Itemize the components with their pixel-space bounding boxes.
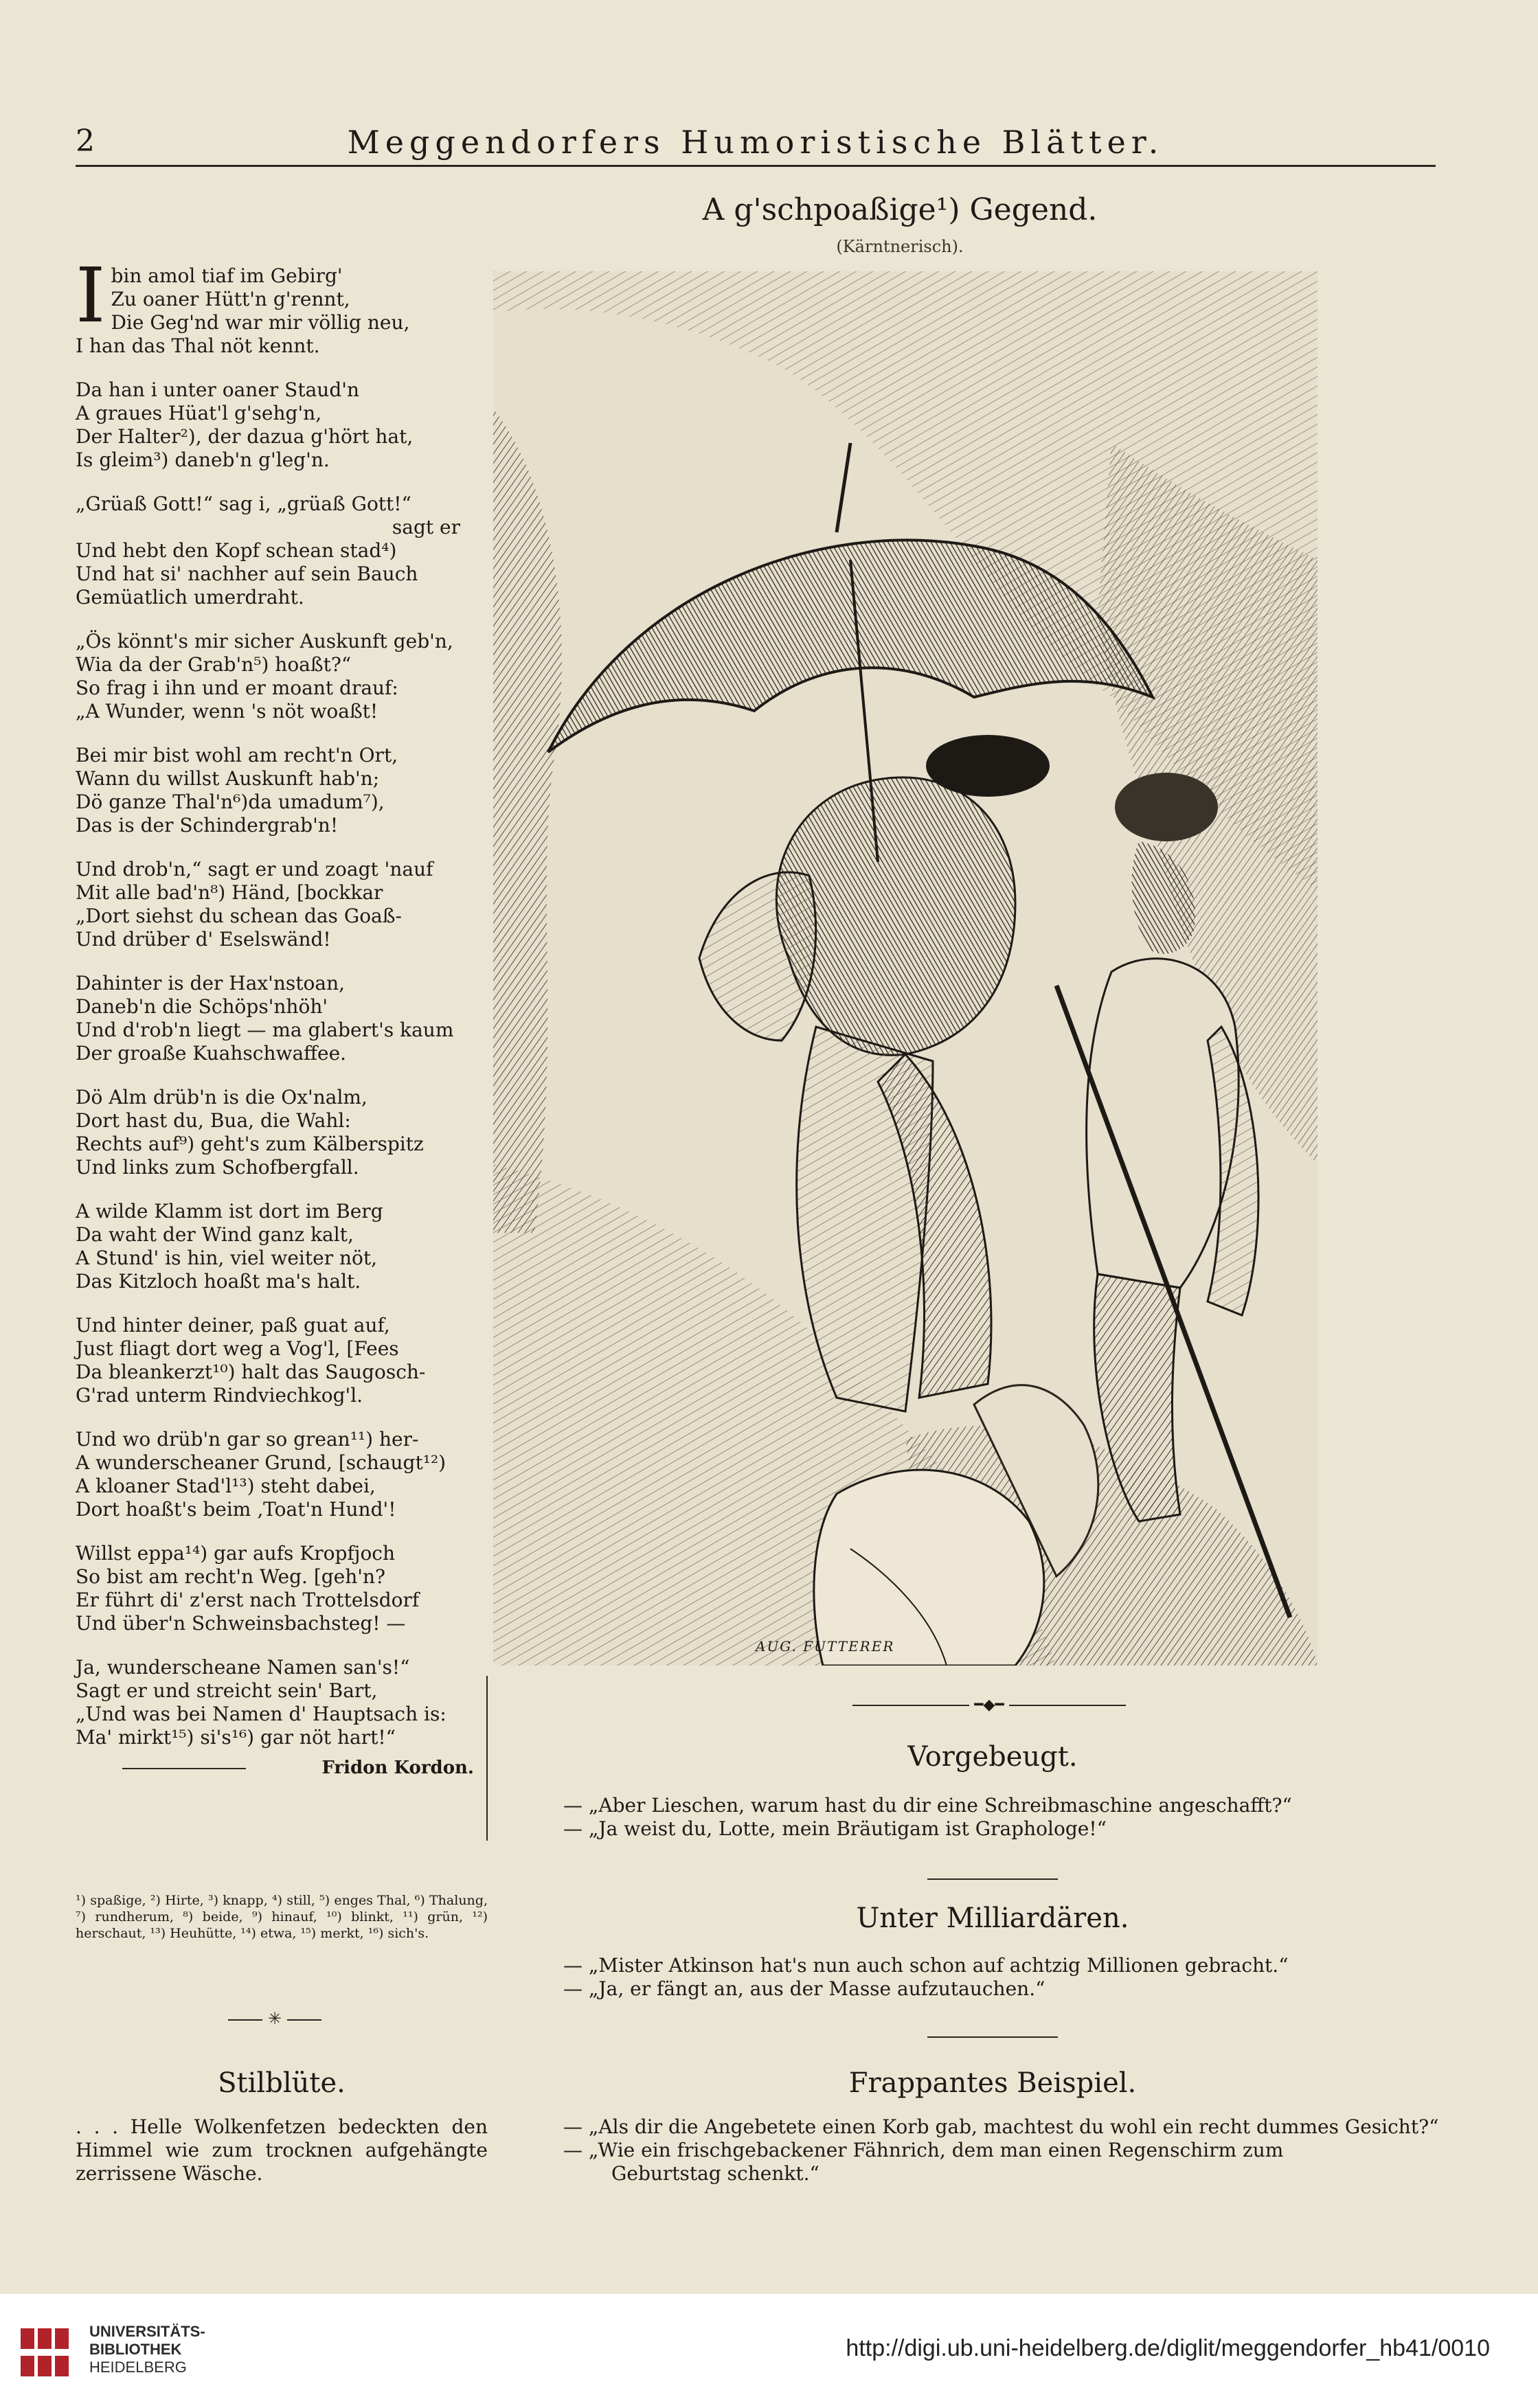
- poem-stanza: [76, 744, 488, 837]
- section-ornament: ━◆━: [831, 1696, 1147, 1714]
- poem-stanza: [76, 492, 488, 609]
- poem-line: Daneb'n die Schöps'nhöh': [76, 995, 328, 1018]
- university-library-logo: [14, 2321, 76, 2383]
- poem-line: Dort hast du, Bua, die Wahl:: [76, 1109, 351, 1132]
- stilbluete-title: Stilblüte.: [218, 2067, 346, 2099]
- poem-line: Der Halter²), der dazua g'hört hat,: [76, 425, 414, 448]
- poem-line: Rechts auf⁹) geht's zum Kälberspitz: [76, 1133, 424, 1155]
- poem-line: A wilde Klamm ist dort im Berg: [76, 1200, 383, 1223]
- poem-stanza: [76, 1314, 488, 1407]
- section-title-vorgebeugt: Vorgebeugt.: [907, 1741, 1078, 1773]
- section-title-unter-milliardaeren: Unter Milliardären.: [856, 1902, 1129, 1934]
- poem-line: Dort hoaßt's beim ‚Toat'n Hund'!: [76, 1498, 396, 1521]
- poem-line: Ja, wunderscheane Namen san's!“: [76, 1656, 410, 1679]
- poem-stanza: [76, 972, 488, 1065]
- poem-line: A Stund' is hin, viel weiter nöt,: [76, 1247, 378, 1269]
- poem-line: A graues Hüat'l g'sehg'n,: [76, 402, 322, 424]
- dialog-line: — „Wie ein frischgebackener Fähnrich, dem man einen Regenschirm zum: [563, 2139, 1284, 2161]
- poem-line: Der groaße Kuahschwaffee.: [76, 1042, 347, 1065]
- artist-signature: AUG. FUTTERER: [756, 1638, 895, 1655]
- poem-line: Er führt di' z'erst nach Trottelsdorf: [76, 1589, 420, 1611]
- poem-line: Da bleankerzt¹⁰) halt das Saugosch-: [76, 1361, 426, 1383]
- poem-author-row: [76, 1756, 488, 1780]
- poem-line: Das is der Schindergrab'n!: [76, 814, 339, 837]
- dialog-line: — „Aber Lieschen, warum hast du dir eine Schreibmaschine angeschafft?“: [563, 1794, 1292, 1817]
- poem-line: „A Wunder, wenn 's nöt woaßt!: [76, 700, 378, 723]
- poem-line: Gemüatlich umerdraht.: [76, 586, 304, 609]
- poem-stanza: [76, 1656, 488, 1749]
- page-number: 2: [76, 124, 95, 159]
- poem-line: So bist am recht'n Weg. [geh'n?: [76, 1565, 386, 1588]
- section-rule: [927, 2036, 1058, 2038]
- section-dialog-unter-milliardaeren: [563, 1954, 1470, 2001]
- poem-line: Dahinter is der Hax'nstoan,: [76, 972, 346, 995]
- poem-line: Wia da der Grab'n⁵) hoaßt?“: [76, 653, 352, 676]
- poem-stanza: [76, 251, 488, 358]
- poem-line: So frag i ihn und er moant drauf:: [76, 677, 398, 699]
- poem-stanza: [76, 378, 488, 472]
- dialog-line: — „Ja, er fängt an, aus der Masse aufzutauchen.“: [563, 1977, 1045, 2000]
- poem-line: A wunderscheaner Grund, [schaugt¹²): [76, 1451, 446, 1474]
- page-header: [76, 117, 1436, 167]
- poem-stanza: [76, 630, 488, 723]
- poem-line: „Dort siehst du schean das Goaß-: [76, 905, 402, 927]
- poem-line: Und d'rob'n liegt — ma glabert's kaum: [76, 1019, 454, 1041]
- poem-line: Und hinter deiner, paß guat auf,: [76, 1314, 390, 1337]
- poem-footnotes: ¹) spaßige, ²) Hirte, ³) knapp, ⁴) still, ⁵) enges Thal, ⁶) Thalung, ⁷) rundherum, ⁸) beide, ⁹) hinauf, ¹⁰) blinkt, ¹¹) grün, ¹²) herschaut, ¹³) Heuhütte, ¹⁴) etwa, ¹⁵) merkt, ¹⁶) sich's.: [76, 1893, 488, 1941]
- poem-line: Dö ganze Thal'n⁶)da umadum⁷),: [76, 791, 385, 813]
- engraving-illustration: [493, 271, 1318, 1666]
- poem-line: „Grüaß Gott!“ sag i, „grüaß Gott!“: [76, 492, 411, 515]
- poem-line: Willst eppa¹⁴) gar aufs Kropfjoch: [76, 1542, 396, 1565]
- star-separator: ✳: [206, 2009, 343, 2028]
- poem-stanza: [76, 1086, 488, 1179]
- library-name-line2: BIBLIOTHEK: [89, 2341, 182, 2358]
- poem-line: Just fliagt dort weg a Vog'l, [Fees: [76, 1337, 399, 1360]
- poem-line: Sagt er und streicht sein' Bart,: [76, 1679, 378, 1702]
- poem-line: Is gleim³) daneb'n g'leg'n.: [76, 448, 330, 471]
- poem-line: Und links zum Schofbergfall.: [76, 1156, 359, 1179]
- poem-line: sagt er: [392, 516, 460, 538]
- poem-line: Und hebt den Kopf schean stad⁴): [76, 539, 397, 562]
- poem-body: [76, 251, 488, 1780]
- dialog-line: Geburtstag schenkt.“: [611, 2162, 819, 2185]
- poem-stanza: [76, 1428, 488, 1521]
- section-dialog-frappantes-beispiel: [563, 2115, 1470, 2185]
- poem-subtitle: (Kärntnerisch).: [836, 237, 964, 256]
- source-url[interactable]: http://digi.ub.uni-heidelberg.de/diglit/meggendorfer_hb41/0010: [846, 2335, 1490, 2361]
- poem-line: Das Kitzloch hoaßt ma's halt.: [76, 1270, 361, 1293]
- poem-line: Ma' mirkt¹⁵) si's¹⁶) gar nöt hart!“: [76, 1726, 396, 1749]
- poem-line: G'rad unterm Rindviechkog'l.: [76, 1384, 363, 1407]
- column-rule: [486, 1676, 488, 1841]
- poem-line: I han das Thal nöt kennt.: [76, 334, 320, 357]
- hikers-with-umbrella-engraving: [493, 271, 1318, 1666]
- stilbluete-text: . . . Helle Wolkenfetzen bedeckten den Himmel wie zum trocknen aufgehängte zerrissene Wäsche.: [76, 2115, 488, 2185]
- library-name: [89, 2323, 205, 2376]
- poem-line: Und wo drüb'n gar so grean¹¹) her-: [76, 1428, 419, 1451]
- poem-line: Bei mir bist wohl am recht'n Ort,: [76, 744, 398, 766]
- poem-line: Da han i unter oaner Staud'n: [76, 378, 359, 401]
- poem-line: bin amol tiaf im Gebirg': [111, 264, 343, 287]
- poem-stanza: [76, 858, 488, 951]
- poem-stanza: [76, 1542, 488, 1635]
- section-title-frappantes-beispiel: Frappantes Beispiel.: [848, 2067, 1137, 2099]
- poem-line: Wann du willst Auskunft hab'n;: [76, 767, 380, 790]
- poem-line: Dö Alm drüb'n is die Ox'nalm,: [76, 1086, 367, 1109]
- poem-line: Mit alle bad'n⁸) Händ, [bockkar: [76, 881, 383, 904]
- poem-line: Und hat si' nachher auf sein Bauch: [76, 563, 418, 585]
- dialog-line: — „Als dir die Angebetete einen Korb gab, machtest du wohl ein recht dummes Gesicht?“: [563, 2115, 1439, 2138]
- poem-title: A g'schpoaßige¹) Gegend.: [702, 192, 1098, 227]
- library-footer: [0, 2294, 1538, 2408]
- library-city: HEIDELBERG: [89, 2359, 187, 2376]
- poem-line: „Ös könnt's mir sicher Auskunft geb'n,: [76, 630, 453, 652]
- section-rule: [927, 1878, 1058, 1880]
- section-dialog-vorgebeugt: [563, 1794, 1470, 1841]
- poem-line: „Und was bei Namen d' Hauptsach is:: [76, 1703, 446, 1725]
- poem-stanza: [76, 1200, 488, 1293]
- poem-line: Und drüber d' Eselswänd!: [76, 928, 331, 951]
- poem-line: Und über'n Schweinsbachsteg! —: [76, 1612, 406, 1635]
- dropcap: I: [76, 251, 106, 339]
- author-rule: [122, 1768, 246, 1769]
- poem-line: Zu oaner Hütt'n g'rennt,: [111, 288, 350, 310]
- journal-title: Meggendorfers Humoristische Blätter.: [347, 124, 1164, 161]
- poem-line: Die Geg'nd war mir völlig neu,: [111, 311, 410, 334]
- dialog-line: — „Mister Atkinson hat's nun auch schon auf achtzig Millionen gebracht.“: [563, 1954, 1289, 1977]
- poem-line: A kloaner Stad'l¹³) steht dabei,: [76, 1475, 376, 1497]
- poem-line: Und drob'n,“ sagt er und zoagt 'nauf: [76, 858, 433, 881]
- poem-line: Da waht der Wind ganz kalt,: [76, 1223, 354, 1246]
- poem-author: Fridon Kordon.: [321, 1758, 474, 1778]
- dialog-line: — „Ja weist du, Lotte, mein Bräutigam ist Graphologe!“: [563, 1817, 1107, 1840]
- library-name-line1: UNIVERSITÄTS-: [89, 2323, 205, 2340]
